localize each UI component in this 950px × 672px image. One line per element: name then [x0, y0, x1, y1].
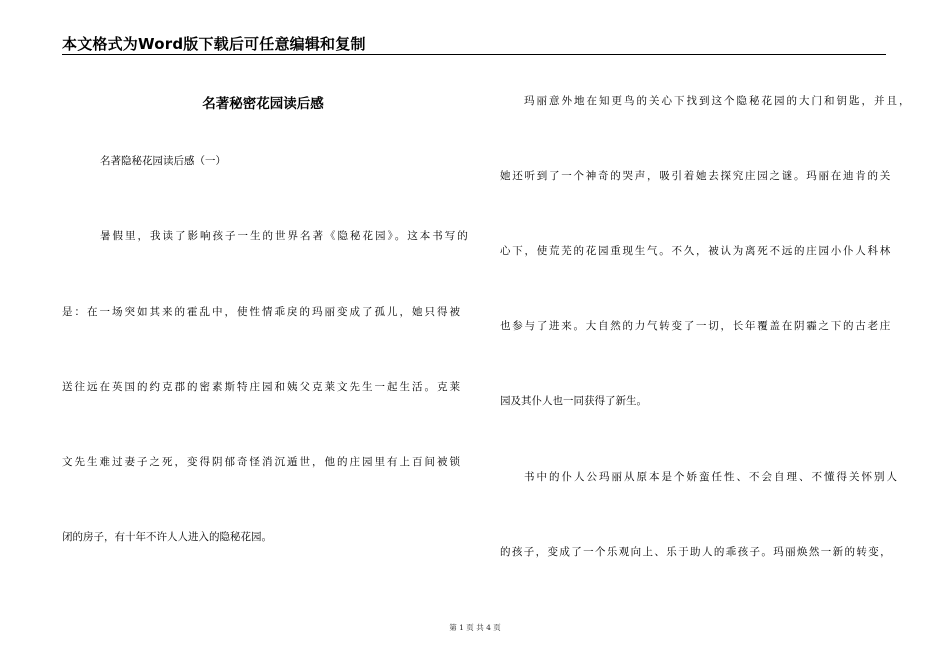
right-paragraph-line: 心下，使荒芜的花园重现生气。不久，被认为离死不远的庄园小仆人科林 [500, 245, 892, 257]
page-number-footer: 第 1 页 共 4 页 [449, 623, 501, 632]
left-paragraph-line: 文先生难过妻子之死，变得阴郁奇怪消沉遁世，他的庄园里有上百间被锁 [62, 456, 462, 468]
left-paragraph-line: 送往远在英国的约克郡的密素斯特庄园和姨父克莱文先生一起生活。克莱 [62, 381, 462, 393]
right-paragraph-line: 玛丽意外地在知更鸟的关心下找到这个隐秘花园的大门和钥匙，并且， [524, 95, 912, 107]
right-paragraph-line: 也参与了进来。大自然的力气转变了一切，长年覆盖在阴霾之下的古老庄 [500, 320, 892, 332]
left-paragraph-line: 暑假里，我读了影响孩子一生的世界名著《隐秘花园》。这本书写的 [100, 230, 470, 242]
left-paragraph-line: 是：在一场突如其来的霍乱中，使性情乖戾的玛丽变成了孤儿，她只得被 [62, 306, 462, 318]
left-paragraph-line: 名著隐秘花园读后感（一） [100, 155, 226, 167]
right-paragraph-line: 她还听到了一个神奇的哭声，吸引着她去探究庄园之谜。玛丽在迪肯的关 [500, 170, 892, 182]
right-paragraph-line: 的孩子，变成了一个乐观向上、乐于助人的乖孩子。玛丽焕然一新的转变， [500, 546, 892, 558]
left-paragraph-line: 闭的房子，有十年不许人人进入的隐秘花园。 [62, 531, 272, 543]
right-paragraph-line: 书中的仆人公玛丽从原本是个娇蛮任性、不会自理、不懂得关怀别人 [524, 471, 899, 483]
right-paragraph-line: 园及其仆人也一同获得了新生。 [500, 395, 647, 407]
document-header-banner [62, 30, 886, 55]
document-title: 名著秘密花园读后感 [202, 96, 324, 112]
banner-text: 本文格式为Word版下载后可任意编辑和复制 [62, 35, 366, 53]
